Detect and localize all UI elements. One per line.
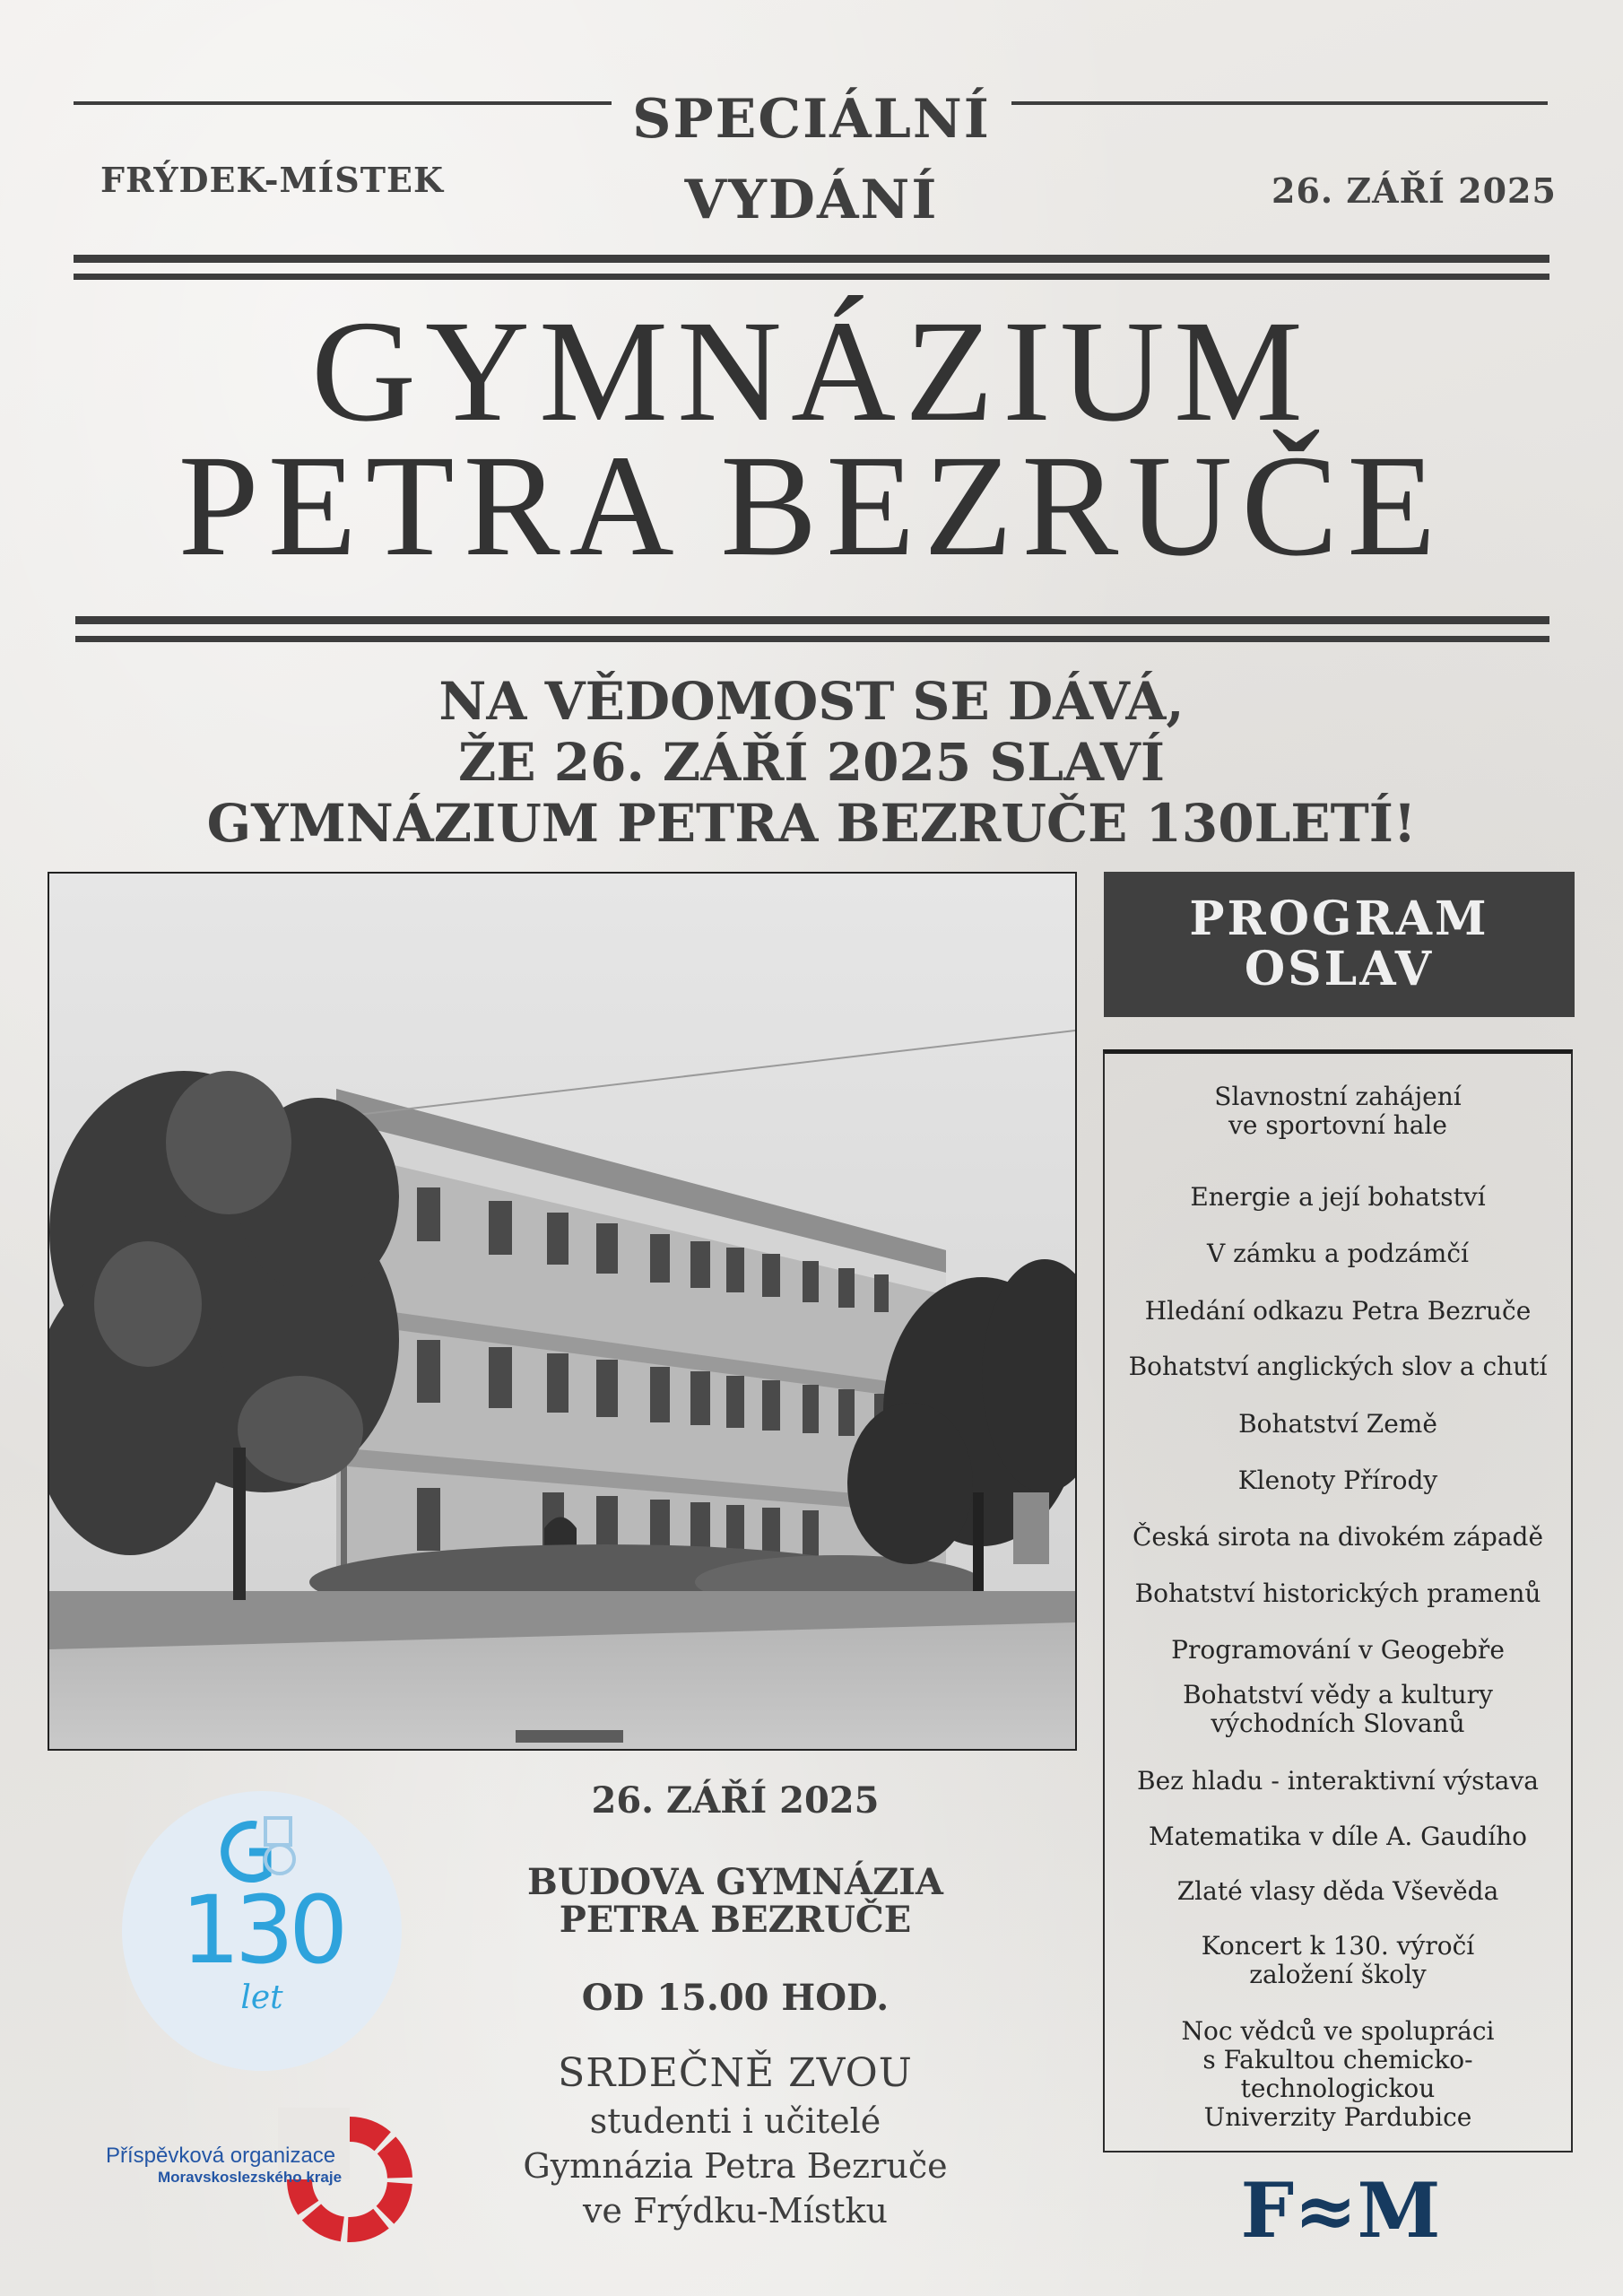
header-rule-left [74, 101, 612, 105]
event-venue-line-1: BUDOVA GYMNÁZIA [527, 1861, 943, 1903]
edition-line-2: VYDÁNÍ [684, 169, 939, 231]
program-item: Koncert k 130. výročí založení školy [1201, 1931, 1475, 1989]
region-org-logo [99, 2108, 421, 2251]
program-item: Noc vědců ve spolupráci s Fakultou chemicko- technologickou Univerzity Pardubice [1181, 2016, 1495, 2132]
program-item: Bohatství vědy a kultury východních Slovanů [1183, 1680, 1493, 1738]
program-item: Bohatství anglických slov a chutí [1128, 1352, 1548, 1381]
anniversary-word: let [240, 1979, 283, 2016]
edition-label [610, 79, 1013, 240]
program-item: Bez hladu - interaktivní výstava [1137, 1766, 1539, 1796]
announcement-line-1: NA VĚDOMOST SE DÁVÁ, [438, 671, 1185, 732]
event-venue-line-2: PETRA BEZRUČE [559, 1899, 912, 1941]
program-heading [1104, 872, 1575, 1017]
announcement [0, 671, 1623, 854]
fm-logo: F≈M [1240, 2166, 1441, 2255]
program-heading-line-1: PROGRAM [1189, 891, 1489, 946]
announcement-line-3: GYMNÁZIUM PETRA BEZRUČE 130LETÍ! [206, 793, 1417, 854]
program-item: Energie a její bohatství [1190, 1182, 1486, 1212]
event-venue [484, 1861, 986, 1941]
program-item: Matematika v díle A. Gaudího [1148, 1822, 1528, 1851]
program-list-box [1103, 1049, 1573, 2152]
title-line-2: PETRA BEZRUČE [178, 426, 1445, 587]
issue-date: 26. ZÁŘÍ 2025 [1271, 170, 1557, 211]
event-time: OD 15.00 HOD. [581, 1977, 890, 2019]
program-item: Slavnostní zahájení ve sportovní hale [1214, 1082, 1462, 1140]
masthead-title [0, 291, 1623, 587]
program-item: Hledání odkazu Petra Bezruče [1144, 1296, 1532, 1326]
event-date: 26. ZÁŘÍ 2025 [591, 1779, 880, 1822]
edition-line-1: SPECIÁLNÍ [632, 88, 991, 151]
program-item: Klenoty Přírody [1237, 1465, 1438, 1495]
masthead-rule-top-2 [74, 274, 1549, 280]
announcement-line-2: ŽE 26. ZÁŘÍ 2025 SLAVÍ [458, 732, 1165, 793]
masthead-rule-bottom-2 [75, 636, 1549, 642]
org-line-2: Moravskoslezského kraje [158, 2169, 343, 2186]
program-item: Bohatství historických pramenů [1134, 1578, 1541, 1608]
invite-line-1: studenti i učitelé [589, 2101, 881, 2141]
invite-text [484, 2099, 986, 2233]
invite-heading: SRDEČNĚ ZVOU [558, 2050, 913, 2096]
anniversary-logo [122, 1791, 402, 2071]
title-line-1: GYMNÁZIUM [311, 291, 1312, 452]
program-heading-line-2: OSLAV [1244, 942, 1435, 996]
program-item: V zámku a podzámčí [1207, 1239, 1469, 1268]
program-item: Zlaté vlasy děda Vševěda [1176, 1876, 1499, 1906]
org-line-1: Příspěvková organizace [106, 2144, 336, 2168]
anniversary-number: 130 [180, 1875, 343, 1985]
masthead-rule-bottom-1 [75, 616, 1549, 624]
invite-line-2: Gymnázia Petra Bezruče [523, 2146, 948, 2186]
program-item: Bohatství Země [1238, 1409, 1437, 1439]
masthead-rule-top-1 [74, 255, 1549, 263]
header-rule-right [1011, 101, 1548, 105]
program-item: Programování v Geogebře [1171, 1635, 1505, 1665]
location-label: FRÝDEK-MÍSTEK [100, 160, 445, 200]
invite-line-3: ve Frýdku-Místku [582, 2191, 889, 2231]
school-building-photo [48, 872, 1077, 1751]
program-item: Česká sirota na divokém západě [1132, 1522, 1544, 1552]
building-photo-image [49, 874, 1075, 1749]
